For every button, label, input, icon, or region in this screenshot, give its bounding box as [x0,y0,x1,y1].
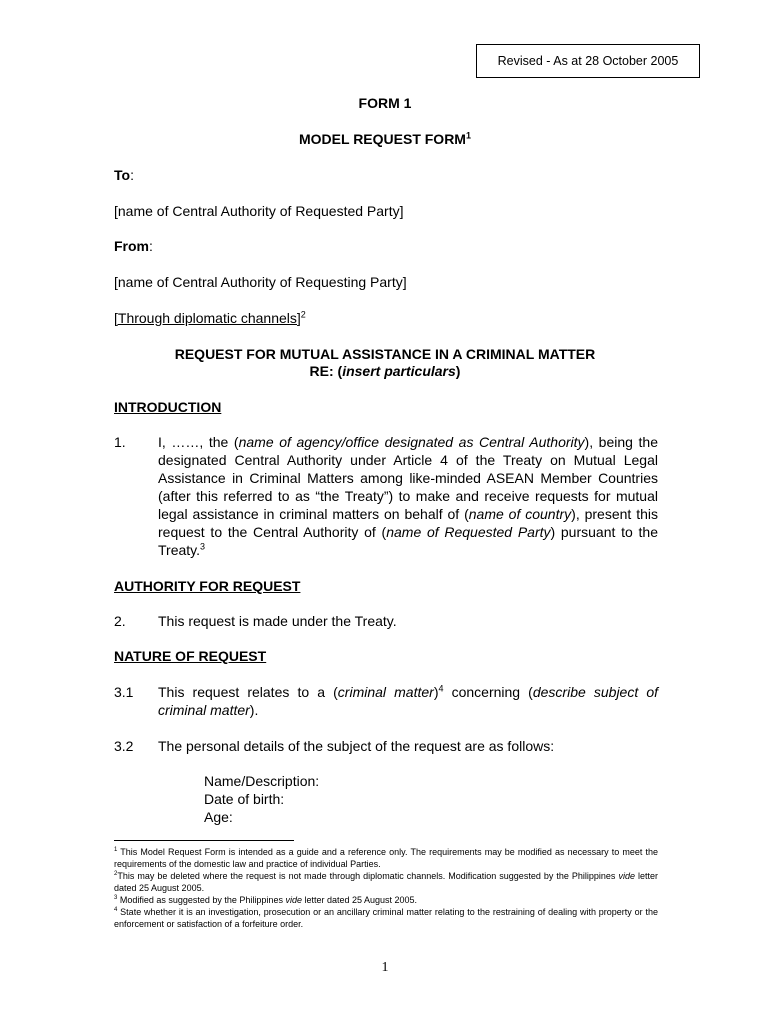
para-1-number: 1. [114,434,126,450]
detail-name: Name/Description: [204,773,320,789]
footnote-2-italic: vide [618,871,635,881]
footnote-3 [114,895,658,907]
footnote-ref-4: 4 [438,683,444,694]
para-3-1-t1: This request relates to a ( [158,684,338,700]
page-number: 1 [381,960,389,975]
re-particulars: insert particulars [342,363,456,379]
footnote-1 [114,847,658,870]
para-3-1-t4: ). [249,702,259,718]
to-label: To [114,167,131,183]
form-title-text: MODEL REQUEST FORM [299,131,466,147]
footnote-4-text: State whether it is an investigation, prosecution or an ancillary criminal matter relating to the restraining of dealing with property or the enforcement or satisfaction of a forfeiture order. [114,907,658,929]
para-1-i2: name of country [468,506,572,522]
footnote-3-text: Modified as suggested by the Philippines [117,895,286,905]
footnote-ref-1: 1 [465,130,471,141]
para-1-text [158,433,658,559]
footnote-1-text: This Model Request Form is intended as a guide and a reference only. The requirements may be modified as necessary to meet the requirements of the domestic law and practice of individual Parties. [114,847,658,869]
para-3-2-number: 3.2 [114,738,134,754]
request-heading: REQUEST FOR MUTUAL ASSISTANCE IN A CRIMINAL MATTER [174,346,596,362]
to-colon: : [130,167,134,183]
footnote-ref-2: 2 [300,309,306,320]
footnote-2 [114,871,658,894]
section-authority: AUTHORITY FOR REQUEST [114,578,301,594]
para-1-i3: name of Requested Party [386,524,551,540]
footnote-3-italic: vide [285,895,302,905]
footnote-3-text2: letter dated 25 August 2005. [301,895,418,905]
para-3-2-text: The personal details of the subject of the request are as follows: [158,738,555,754]
form-title [0,130,770,148]
detail-age: Age: [204,809,233,825]
section-nature: NATURE OF REQUEST [114,648,267,664]
footnote-separator [114,840,294,841]
revision-box [476,44,700,78]
para-1-t2: ), being the designated Central Authority under Article 4 of the Treaty on Mutual Legal Assistance in Criminal Matters among like-minded ASEAN Member Countries (after this referred to as “the Treaty”) to make and receive requests for mutual legal assistance in criminal matters on behalf of ( [158,434,658,522]
para-3-1-i2: describe subject of criminal matter [158,684,659,718]
para-3-1-number: 3.1 [114,684,134,700]
from-label: From [114,238,149,254]
form-label: FORM 1 [358,95,412,111]
footnote-2-mark: 2 [114,871,118,877]
footnote-4-mark: 4 [114,907,118,913]
para-1-t1: I, ……, the ( [158,434,239,450]
re-suffix: ) [455,363,461,379]
para-2-number: 2. [114,613,126,629]
footnote-1-mark: 1 [114,847,118,853]
detail-dob: Date of birth: [204,791,285,807]
to-line [114,166,134,184]
footnote-4 [114,907,658,930]
diplomatic-channels-text: [Through diplomatic channels] [114,310,301,326]
to-value: [name of Central Authority of Requested Party] [114,203,404,219]
para-3-1-i1: criminal matter [337,684,434,700]
para-3-1-t3: concerning ( [443,684,533,700]
para-1-t4: ) pursuant to the Treaty. [158,524,658,558]
para-3-1-t2: ) [433,684,439,700]
from-line [114,237,153,255]
from-value: [name of Central Authority of Requesting Party] [114,274,407,290]
diplomatic-channels-line [114,309,306,327]
re-prefix: RE: ( [309,363,343,379]
re-line [0,362,770,380]
footnote-ref-3: 3 [200,541,206,552]
para-3-1-text [158,683,658,719]
para-2-text: This request is made under the Treaty. [158,613,397,629]
footnote-3-mark: 3 [114,895,118,901]
para-1-t3: ), present this request to the Central Authority of ( [158,506,658,540]
revision-text: Revised - As at 28 October 2005 [497,54,679,68]
para-1-i1: name of agency/office designated as Central Authority [238,434,585,450]
from-colon: : [149,238,153,254]
section-introduction: INTRODUCTION [114,399,222,415]
footnote-2-text: This may be deleted where the request is not made through diplomatic channels. Modification suggested by the Philippines [117,871,619,881]
footnote-2-text2: letter dated 25 August 2005. [114,871,658,893]
